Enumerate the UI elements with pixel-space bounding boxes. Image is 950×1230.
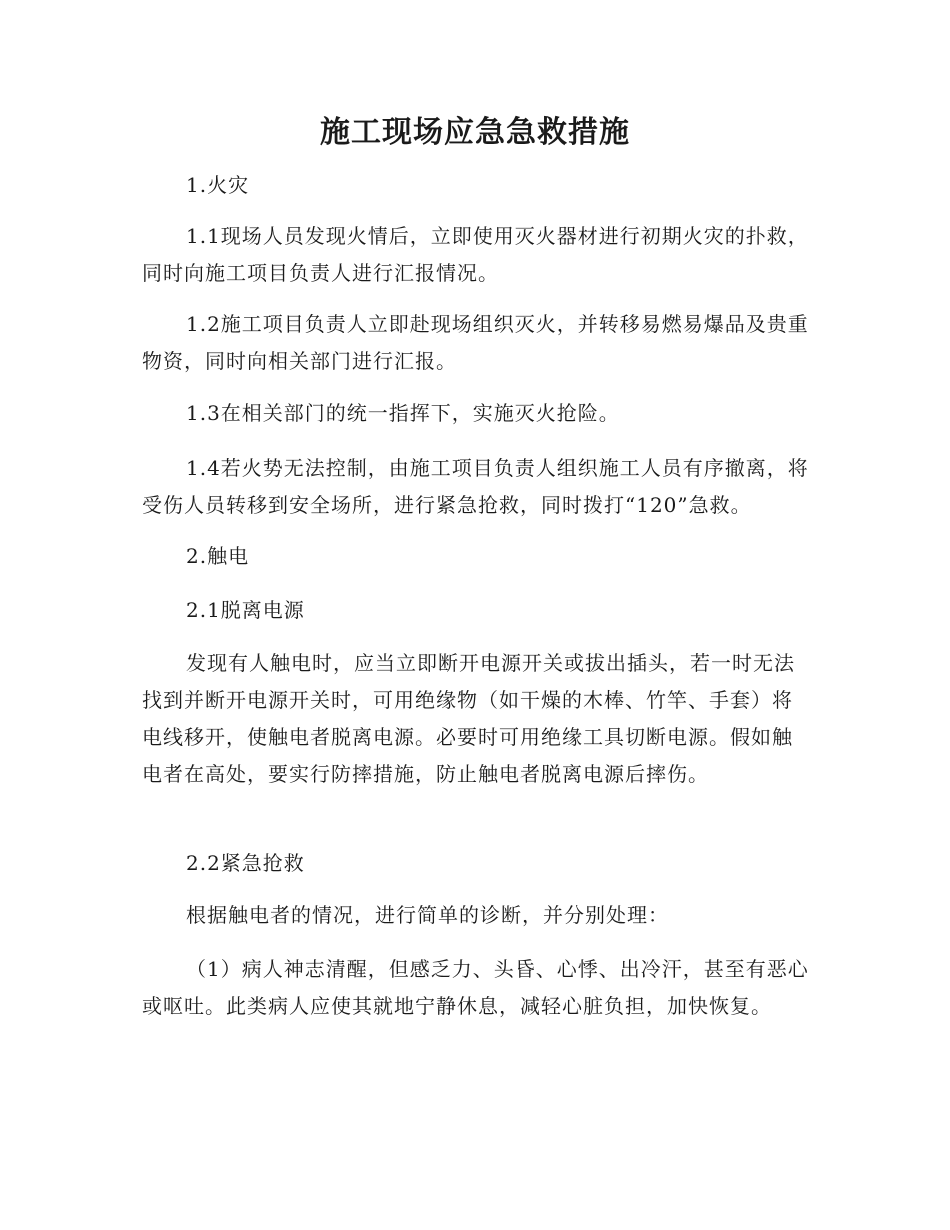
paragraph-1-1: 1.1现场人员发现火情后，立即使用灭火器材进行初期火灾的扑救，同时向施工项目负责人进行汇报情况。	[142, 224, 809, 285]
paragraph-1-3: 1.3在相关部门的统一指挥下，实施灭火抢险。	[186, 401, 620, 425]
section-heading-fire: 1.火灾	[186, 173, 250, 197]
subheading-2-1: 2.1脱离电源	[186, 598, 305, 622]
paragraph-1-4: 1.4若火势无法控制，由施工项目负责人组织施工人员有序撤离，将受伤人员转移到安全场所，进行紧急抢救，同时拨打“120”急救。	[142, 456, 809, 517]
subheading-2-2: 2.2紧急抢救	[186, 851, 305, 875]
paragraph-1-2: 1.2施工项目负责人立即赴现场组织灭火，并转移易燃易爆品及贵重物资，同时向相关部门进行汇报。	[142, 312, 809, 373]
paragraph-case-1: （1）病人神志清醒，但感乏力、头昏、心悸、出冷汗，甚至有恶心或呕吐。此类病人应使其就地宁静休息，减轻心脏负担，加快恢复。	[142, 957, 809, 1018]
document-title: 施工现场应急急救措施	[320, 115, 630, 150]
section-heading-electric-shock: 2.触电	[186, 544, 250, 568]
paragraph-disconnect-power: 发现有人触电时，应当立即断开电源开关或拔出插头，若一时无法找到并断开电源开关时，可用绝缘物（如干燥的木棒、竹竿、手套）将电线移开，使触电者脱离电源。必要时可用绝缘工具切断电源。假如触电者在高处，要实行防摔措施，防止触电者脱离电源后摔伤。	[142, 651, 795, 786]
paragraph-diagnosis: 根据触电者的情况，进行简单的诊断，并分别处理：	[186, 903, 669, 927]
